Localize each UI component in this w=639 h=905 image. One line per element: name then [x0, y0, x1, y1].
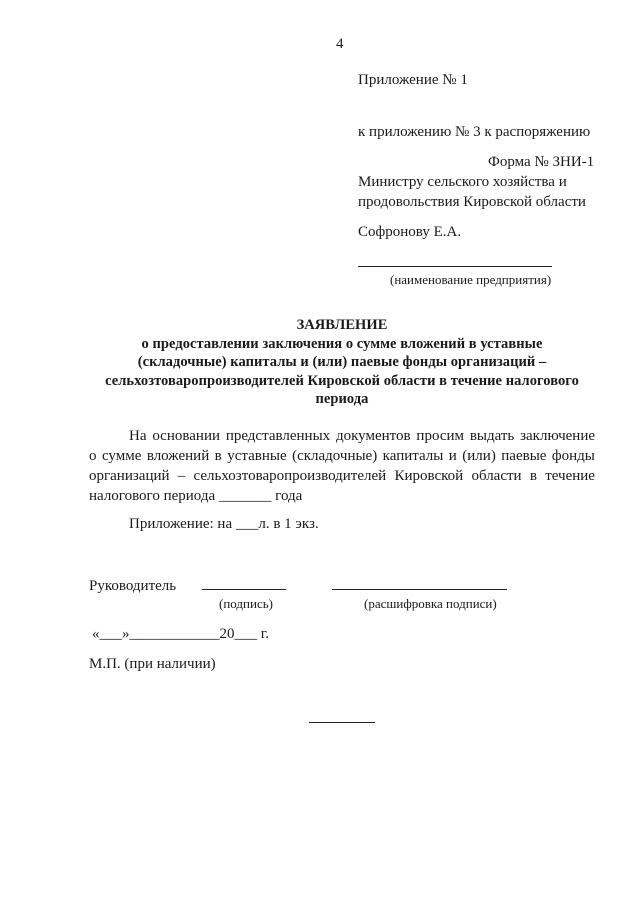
- title-line: сельхозтоваропроизводителей Кировской области в течение налогового: [105, 372, 579, 389]
- paragraph-word: сумме: [101, 448, 142, 464]
- paragraph-line: [89, 426, 595, 446]
- paragraph-word: организаций: [89, 468, 170, 484]
- paragraph-word: и: [448, 448, 457, 464]
- addressee-line-1: Министру сельского хозяйства и: [358, 174, 567, 190]
- head-label: Руководитель: [89, 578, 177, 594]
- paragraph-word: вложений: [146, 448, 210, 464]
- paragraph-word: фонды: [551, 448, 595, 464]
- enterprise-caption: (наименование предприятия): [390, 272, 552, 287]
- signature-decode-caption: (расшифровка подписи): [364, 596, 497, 611]
- paragraph-word: –: [177, 468, 186, 484]
- paragraph-word: налогового периода _______ года: [89, 488, 303, 504]
- paragraph-word: представленных: [225, 428, 331, 444]
- paragraph-word: в: [529, 468, 537, 484]
- paragraph-word: просим: [416, 428, 464, 444]
- paragraph-line: [89, 486, 595, 506]
- paragraph-word: выдать: [469, 428, 515, 444]
- paragraph-word: (или): [462, 448, 496, 464]
- form-number: Форма № ЗНИ-1: [488, 154, 595, 170]
- paragraph-word: области: [471, 468, 522, 484]
- appendix-reference: к приложению № 3 к распоряжению: [358, 124, 591, 140]
- paragraph-line: [89, 466, 595, 486]
- title-line: (складочные) капиталы и (или) паевые фонды организаций –: [137, 354, 547, 371]
- paragraph-word: основании: [152, 428, 220, 444]
- addressee-name: Софронову Е.А.: [358, 224, 462, 240]
- addressee-line-2: продовольствия Кировской области: [358, 194, 586, 210]
- paragraph-word: сельхозтоваропроизводителей: [193, 468, 387, 484]
- paragraph-line: [89, 446, 595, 466]
- title-heading: ЗАЯВЛЕНИЕ: [296, 317, 388, 333]
- signature-decode-line: [332, 589, 507, 590]
- end-line: [309, 722, 375, 723]
- attachment-line: Приложение: на ___л. в 1 экз.: [129, 516, 319, 532]
- paragraph-word: капиталы: [382, 448, 444, 464]
- paragraph-word: в: [214, 448, 222, 464]
- paragraph-word: заключение: [520, 428, 595, 444]
- enterprise-name-line: [358, 266, 552, 267]
- paragraph-word: (складочные): [292, 448, 378, 464]
- date-line: «___»____________20___ г.: [92, 626, 269, 642]
- paragraph-word: паевые: [501, 448, 547, 464]
- title-line: о предоставлении заключения о сумме вложений в уставные: [141, 335, 543, 352]
- paragraph-word: документов: [335, 428, 411, 444]
- request-paragraph: [89, 426, 595, 506]
- application-title: [89, 316, 595, 409]
- paragraph-word: о: [89, 448, 97, 464]
- signature-caption: (подпись): [219, 596, 273, 611]
- paragraph-word: течение: [545, 468, 595, 484]
- signature-line: [202, 589, 286, 590]
- paragraph-word: На: [129, 428, 147, 444]
- page-number: 4: [336, 36, 344, 52]
- appendix-title: Приложение № 1: [358, 72, 468, 88]
- stamp-note: М.П. (при наличии): [89, 656, 216, 672]
- title-line: периода: [315, 391, 369, 408]
- paragraph-word: Кировской: [394, 468, 464, 484]
- paragraph-word: уставные: [227, 448, 287, 464]
